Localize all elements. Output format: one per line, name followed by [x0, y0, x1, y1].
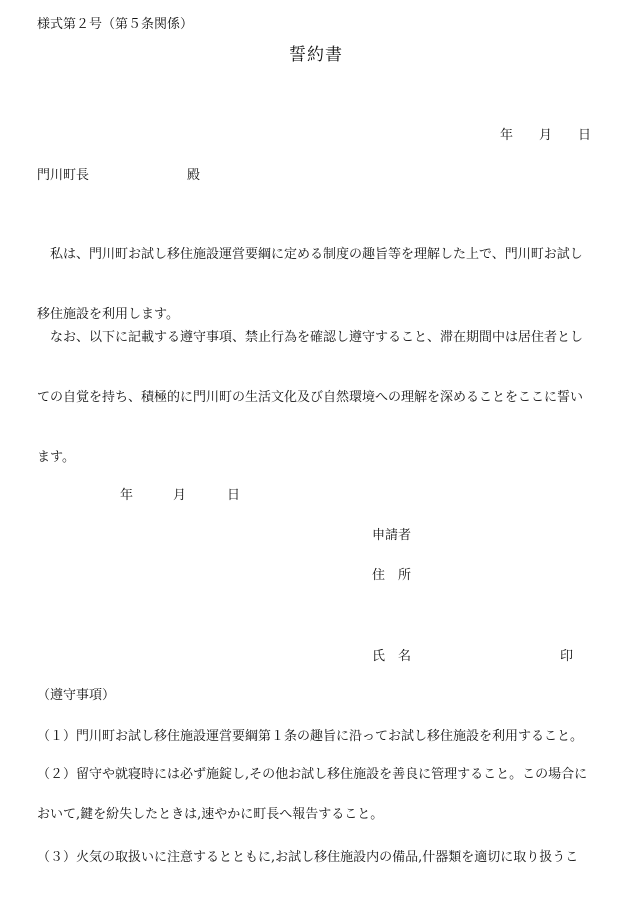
name-label: 氏 名 [372, 649, 412, 664]
rule-2 [37, 755, 593, 835]
addressee-honorific: 殿 [187, 168, 201, 183]
paragraph-declaration: 私は、門川町お試し移住施設運営要綱に定める制度の趣旨等を理解した上で、門川町お試し移住施設を利用します。 [37, 247, 583, 322]
rule-text: 留守や就寝時には必ず施錠し,その他お試し移住施設を善良に管理すること。この場合において,鍵を紛失したときは,速やかに町長へ報告すること。 [37, 767, 588, 822]
rule-3 [37, 851, 578, 864]
address-label: 住 所 [372, 568, 412, 583]
date-sign-year: 年 [120, 488, 134, 503]
date-top-year: 年 [500, 128, 514, 143]
date-sign-day: 日 [227, 488, 241, 503]
page-title: 誓約書 [289, 45, 343, 65]
rule-number: （２） [37, 767, 77, 782]
rule-number: （１） [37, 729, 77, 744]
seal-mark: 印 [560, 649, 574, 664]
rule-number: （３） [37, 850, 77, 865]
addressee-name: 門川町長 [37, 168, 90, 183]
paragraph-pledge: なお、以下に記載する遵守事項、禁止行為を確認し遵守すること、滞在期間中は居住者としての自覚を持ち、積極的に門川町の生活文化及び自然環境への理解を深めることをここに誓います。 [37, 330, 584, 465]
rule-text: 門川町お試し移住施設運営要綱第１条の趣旨に沿ってお試し移住施設を利用すること。 [76, 729, 584, 744]
rule-text: 火気の取扱いに注意するとともに,お試し移住施設内の備品,什器類を適切に取り扱うこ [76, 850, 579, 865]
rule-1 [37, 730, 583, 743]
date-top-month: 月 [539, 128, 553, 143]
date-sign-month: 月 [173, 488, 187, 503]
applicant-label: 申請者 [372, 528, 412, 543]
date-top-day: 日 [578, 128, 592, 143]
rules-heading: （遵守事項） [37, 688, 116, 703]
form-label: 様式第２号（第５条関係） [37, 17, 194, 32]
